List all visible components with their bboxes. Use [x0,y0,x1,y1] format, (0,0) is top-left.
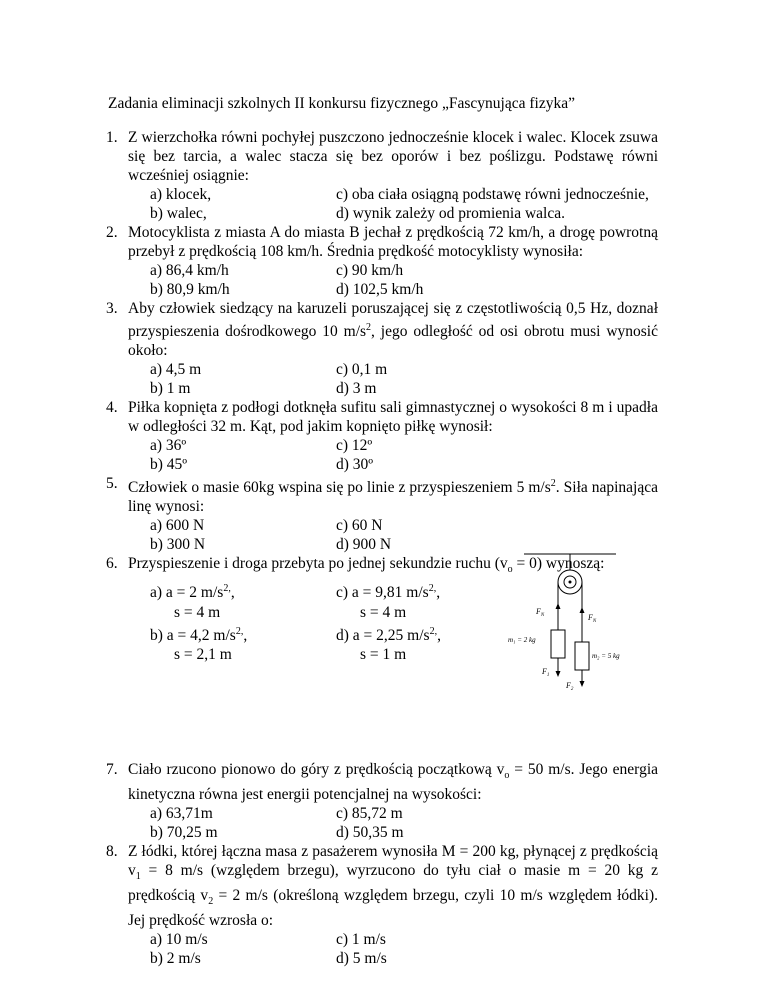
question-text [128,474,658,516]
option-text: , [437,626,441,644]
text-part: = 50 m/s. Jego energia kinetyczna równa jest energii potencjalnej na wysokości: [128,760,659,803]
option-c: c) 90 km/h [336,262,404,279]
option-c [336,579,530,602]
question-number: 3. [106,300,118,317]
option-b: b) 2 m/s [150,950,201,967]
option-d: d) 30º [336,456,374,474]
superscript: 2, [223,583,231,595]
option-b: b) walec, [150,205,207,222]
option-d: d) 900 N [336,536,392,554]
document-title: Zadania eliminacji szkolnych II konkursu fizycznego „Fascynująca fizyka” [108,95,575,112]
option-a: a) 10 m/s [150,931,208,948]
question-1 [106,128,658,223]
option-c: c) 85,72 m [336,804,403,822]
option-text: a) a = 2 m/s [150,584,224,602]
option-c: c) 1 m/s [336,931,386,948]
option-a [150,579,336,602]
text-part: = 0) wynoszą: [512,555,605,573]
option-b [150,622,336,645]
text-part: Człowiek o masie 60kg wspina się po linie z przyspieszeniem 5 m/s [128,479,551,497]
option-text: , [230,584,235,602]
label-m2: m₂ = 5 kg [592,652,620,660]
answer-options [150,930,658,968]
mass-block-2 [575,642,589,670]
option-text: c) a = 9,81 m/s [336,584,429,602]
question-4 [106,398,658,474]
subscript: 1 [135,870,141,882]
label-fn-right: $F_N$ [588,613,597,624]
question-number: 2. [106,224,118,241]
answer-options [150,579,530,663]
text-part: = 2 m/s (określoną względem brzegu, czyli 10 m/s względem łódki). Jej prędkość wzrosła o: [128,886,658,929]
label-fn-left: $F_N$ [536,607,545,618]
weight-arrowhead-left [556,671,561,677]
question-number: 6. [106,555,118,573]
question-number: 7. [106,760,118,778]
option-b: b) 80,9 km/h [150,281,230,298]
question-number: 1. [106,129,118,146]
option-c: c) oba ciała osiągną podstawę równi jednocześnie, [336,186,649,203]
option-b-distance: s = 2,1 m [174,645,232,663]
pulley-figure [506,548,656,698]
question-text [128,842,658,930]
subscript: o [507,564,513,576]
question-number: 5. [106,475,118,493]
answer-options [150,360,658,398]
superscript: 2 [550,478,556,490]
question-5 [106,474,658,554]
pulley-axle [569,581,572,584]
option-d: d) 5 m/s [336,950,387,967]
tension-arrowhead-right [580,607,585,613]
label-m1: m₁ = 2 kg [508,636,536,644]
answer-options [150,436,658,474]
option-a: a) 36º [150,437,187,455]
superscript: 2, [428,583,437,595]
option-d-distance: s = 1 m [360,645,407,663]
option-a: a) 63,71m [150,804,213,822]
option-b: b) 1 m [150,380,191,398]
question-2 [106,223,658,299]
option-c: c) 12º [336,437,373,455]
question-text [128,299,658,360]
answer-options [150,804,658,842]
weight-arrowhead-right [580,681,585,687]
option-d: d) 102,5 km/h [336,281,424,298]
option-a: a) 600 N [150,517,205,535]
question-number: 4. [106,399,118,417]
option-b: b) 70,25 m [150,823,218,841]
question-text: Motocyklista z miasta A do miasta B jechał z prędkością 72 km/h, a drogę powrotną przebył z prędkością 108 km/h. Średnia prędkość motocyklisty wynosiła: [128,224,658,260]
option-text: d) a = 2,25 m/s [336,626,430,644]
option-text: b) a = 4,2 m/s [150,626,236,644]
superscript: 2, [429,625,438,637]
tension-arrowhead-left [556,603,561,609]
label-f2: $F_2$ [566,681,574,692]
option-c: c) 60 N [336,517,383,535]
option-b: b) 300 N [150,536,206,554]
text-part: Przyspieszenie i droga przebyta po jednej sekundzie ruchu (v [128,555,508,573]
answer-options [150,261,658,299]
question-3 [106,299,658,398]
option-a-distance: s = 4 m [174,603,221,621]
text-part: Z łódki, której łączna masa z pasażerem wynosiła M = 200 kg, płynącej z prędkością v [128,842,658,879]
option-a: a) 4,5 m [150,361,202,379]
option-c-distance: s = 4 m [360,603,407,621]
question-text: Piłka kopnięta z podłogi dotknęła sufitu sali gimnastycznej o wysokości 8 m i upadła w odległości 32 m. Kąt, pod jakim kopnięto piłkę wynosił: [128,399,658,436]
superscript: 2, [235,625,244,637]
option-text: , [243,626,248,644]
question-text [128,760,658,804]
option-c: c) 0,1 m [336,361,388,379]
text-part: , jego odległość od osi obrotu musi wynosić około: [128,323,658,360]
label-f1: $F_1$ [542,667,550,678]
option-d: d) wynik zależy od promienia walca. [336,205,565,222]
option-d [336,622,530,645]
option-d: d) 3 m [336,380,377,398]
subscript: o [504,769,510,781]
question-7 [106,760,658,842]
question-text: Z wierzchołka równi pochyłej puszczono jednocześnie klocek i walec. Klocek zsuwa się bez tarcia, a walec stacza się bez oporów i bez poślizgu. Podstawę równi wcześniej osiągnie: [128,129,658,184]
option-d: d) 50,35 m [336,823,404,841]
subscript: 2 [208,896,214,907]
question-number: 8. [106,842,118,860]
answer-options [150,185,658,223]
text-part: . Siła napinająca linę wynosi: [128,479,659,516]
text-part: Aby człowiek siedzący na karuzeli poruszającej się z częstotliwością 0,5 Hz, doznał przyspieszenia dośrodkowego 10 m/s [128,300,658,341]
option-text: , [436,584,441,602]
option-a: a) 86,4 km/h [150,262,229,279]
question-8 [106,842,658,968]
option-b: b) 45º [150,456,188,474]
text-part: Ciało rzucono pionowo do góry z prędkością początkową v [128,760,505,778]
mass-block-1 [551,630,565,658]
superscript: 2 [366,322,372,333]
text-part: = 8 m/s (względem brzegu), wyrzucono do tyłu ciał o masie m = 20 kg z prędkością v [128,861,658,904]
option-a: a) klocek, [150,186,212,203]
